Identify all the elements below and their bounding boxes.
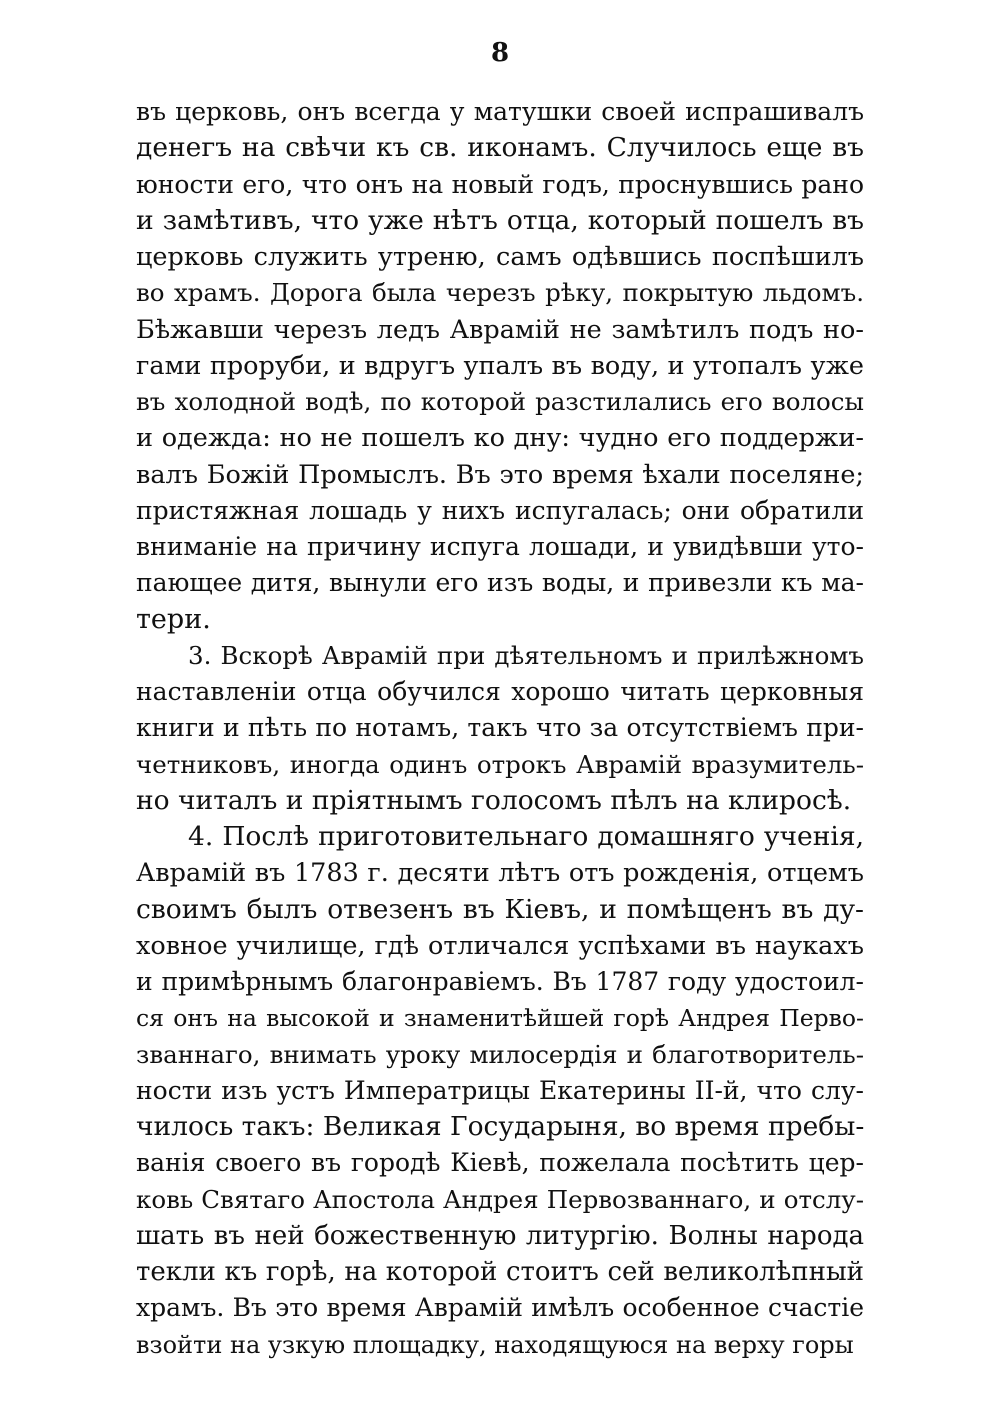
text-line: денегъ на свѣчи къ св. иконамъ. Случилось еще въ — [136, 132, 864, 164]
text-line: 3. Вскорѣ Аврамій при дѣятельномъ и прилѣжномъ — [188, 640, 864, 670]
text-line: вниманіе на причину испуга лошади, и увидѣвши уто- — [136, 532, 864, 561]
text-line: ванія своего въ городѣ Кіевѣ, пожелала посѣтить цер- — [136, 1148, 864, 1178]
text-line: взойти на узкую площадку, находящуюся на верху горы — [136, 1330, 854, 1359]
text-line: тери. — [136, 603, 211, 635]
text-line: храмъ. Въ это время Аврамій имѣлъ особенное счастіе — [136, 1293, 864, 1323]
text-line: шать въ ней божественную литургію. Волны народа — [136, 1220, 864, 1251]
text-line: чилось такъ: Великая Государыня, во время пребы- — [136, 1111, 864, 1142]
text-line: званнаго, внимать уроку милосердія и благотворитель- — [136, 1039, 864, 1069]
text-line: въ церковь, онъ всегда у матушки своей испрашивалъ — [136, 97, 864, 126]
text-line: валъ Божій Промыслъ. Въ это время ѣхали поселяне; — [136, 459, 864, 490]
text-line: церковь служить утреню, самъ одѣвшись поспѣшилъ — [136, 242, 864, 272]
text-line: ся онъ на высокой и знаменитѣйшей горѣ Андрея Перво- — [136, 1004, 864, 1033]
text-line: пристяжная лошадь у нихъ испугалась; они обратили — [136, 495, 864, 525]
text-line: и одежда: но не пошелъ ко дну: чудно его поддержи- — [136, 423, 864, 454]
page-body-text — [136, 94, 864, 1363]
text-line: и примѣрнымъ благонравіемъ. Въ 1787 году удостоил- — [136, 967, 864, 996]
text-line: но читалъ и пріятнымъ голосомъ пѣлъ на клиросѣ. — [136, 784, 852, 816]
text-line: пающее дитя, вынули его изъ воды, и привезли къ ма- — [136, 568, 864, 598]
text-line: наставленіи отца обучился хорошо читать церковныя — [136, 677, 864, 706]
text-line: юности его, что онъ на новый годъ, проснувшись рано — [136, 169, 864, 199]
text-line: въ холодной водѣ, по которой разстилались его волосы — [136, 387, 864, 416]
text-line: ховное училище, гдѣ отличался успѣхами въ наукахъ — [136, 930, 864, 961]
text-line: Аврамій въ 1783 г. десяти лѣтъ отъ рожденія, отцемъ — [136, 858, 864, 889]
text-line: и замѣтивъ, что уже нѣтъ отца, который пошелъ въ — [136, 204, 864, 236]
text-line: 4. Послѣ приготовительнаго домашняго ученія, — [188, 821, 864, 852]
text-line: своимъ былъ отвезенъ въ Кіевъ, и помѣщенъ въ ду- — [136, 893, 864, 925]
text-line: текли къ горѣ, на которой стоитъ сей великолѣпный — [136, 1257, 864, 1287]
text-line: ковь Святаго Апостола Андрея Первозваннаго, и отслу- — [136, 1184, 864, 1214]
text-line: во храмъ. Дорога была черезъ рѣку, покрытую льдомъ. — [136, 278, 864, 308]
text-line: гами проруби, и вдругъ упалъ въ воду, и утопалъ уже — [136, 350, 864, 381]
text-line: Бѣжавши черезъ ледъ Аврамій не замѣтилъ подъ но- — [136, 314, 864, 345]
page-number: 8 — [490, 38, 510, 68]
text-line: ности изъ устъ Императрицы Екатерины II-й, что слу- — [136, 1075, 864, 1105]
text-line: четниковъ, иногда одинъ отрокъ Аврамій вразумитель- — [136, 749, 864, 779]
text-line: книги и пѣть по нотамъ, такъ что за отсутствіемъ при- — [136, 713, 864, 743]
